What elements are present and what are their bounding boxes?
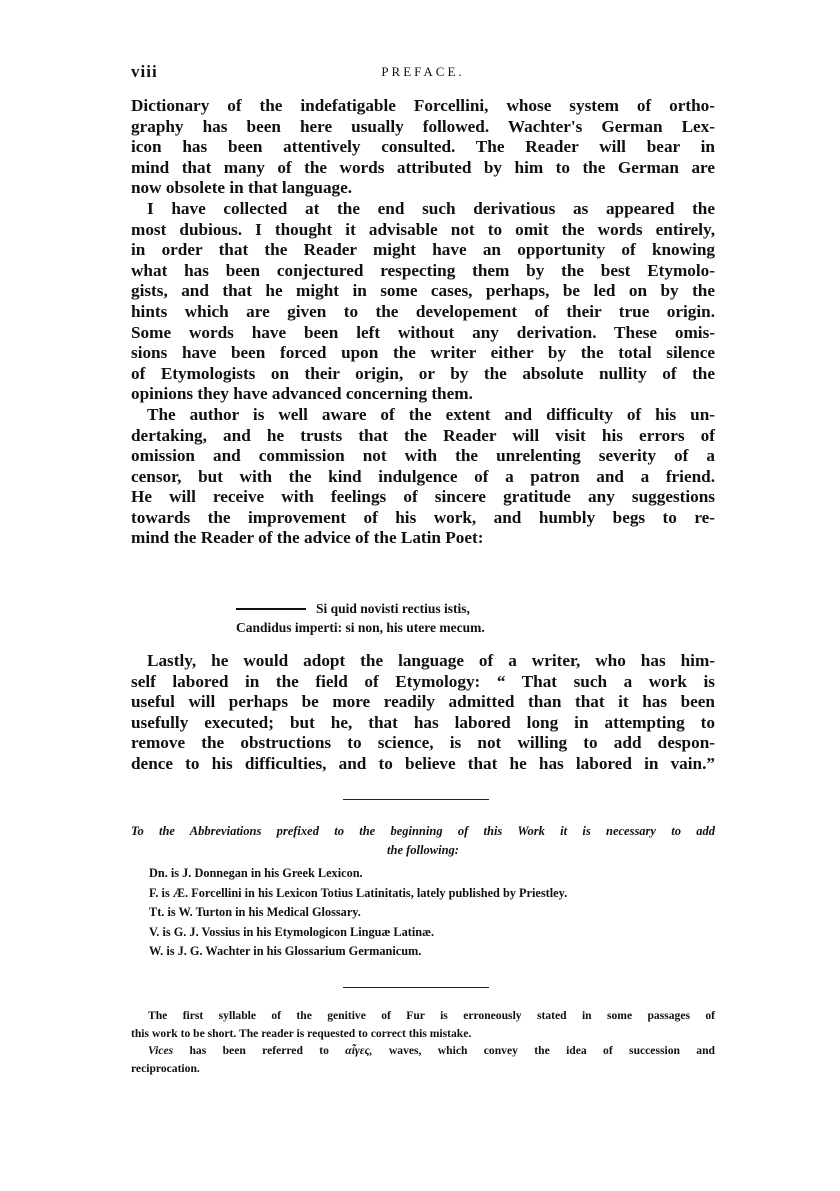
verse-line: Candidus imperti: si non, his utere mecum.: [236, 620, 485, 635]
text-line: most dubious. I thought it advisable not to omit the words entirely,: [131, 219, 715, 239]
note-line: reciprocation.: [131, 1061, 200, 1075]
paragraph-2: [131, 199, 715, 405]
text-line: The author is well aware of the extent and difficulty of his un-: [147, 404, 715, 424]
abbreviation-item: W. is J. G. Wachter in his Glossarium Germanicum.: [149, 944, 422, 959]
verse-line: [236, 599, 656, 618]
note-line: [131, 1042, 715, 1060]
paragraph-3: [131, 405, 715, 549]
text-line: dertaking, and he trusts that the Reader will visit his errors of: [131, 425, 715, 445]
text-line: of Etymologists on their origin, or by the absolute nullity of the: [131, 363, 715, 383]
preface-body: [131, 96, 715, 549]
text-line: omission and commission not with the unrelenting severity of a: [131, 446, 715, 466]
text-line: I have collected at the end such derivatious as appeared the: [147, 198, 715, 218]
text-line: Dictionary of the indefatigable Forcellini, whose system of ortho-: [131, 96, 715, 115]
abbreviation-item: Tt. is W. Turton in his Medical Glossary.: [149, 905, 361, 920]
text-line: sions have been forced upon the writer either by the total silence: [131, 343, 715, 363]
text-line: graphy has been here usually followed. Wachter's German Lex-: [131, 116, 715, 136]
divider-rule: [343, 987, 489, 988]
text-line: usefully executed; but he, that has labored long in attempting to: [131, 712, 715, 732]
page-header: [131, 62, 715, 88]
text-line: in order that the Reader might have an opportunity of knowing: [131, 240, 715, 260]
text-line: opinions they have advanced concerning them.: [131, 384, 473, 404]
abbreviations-intro-line: To the Abbreviations prefixed to the beginning of this Work it is necessary to add: [131, 824, 715, 838]
text-line: self labored in the field of Etymology: “ That such a work is: [131, 671, 715, 691]
abbreviations-intro: [131, 822, 715, 860]
text-line: Lastly, he would adopt the language of a writer, who has him-: [147, 651, 715, 670]
abbreviation-item: V. is G. J. Vossius in his Etymologicon Linguæ Latinæ.: [149, 924, 435, 939]
text-line: mind that many of the words attributed by him to the German are: [131, 157, 715, 177]
note-text: has been referred to: [189, 1044, 329, 1058]
abbreviation-item: F. is Æ. Forcellini in his Lexicon Totius Latinitatis, lately published by Priestley.: [149, 885, 568, 900]
running-head: PREFACE.: [381, 64, 465, 79]
note-line: this work to be short. The reader is requested to correct this mistake.: [131, 1026, 472, 1040]
note-keyword: Vices: [148, 1044, 174, 1058]
abbreviation-item: Dn. is J. Donnegan in his Greek Lexicon.: [149, 866, 363, 880]
note-line: The first syllable of the genitive of Fur is erroneously stated in some passages of: [148, 1009, 715, 1022]
verse-text: Si quid novisti rectius istis,: [316, 601, 470, 616]
text-line: mind the Reader of the advice of the Latin Poet:: [131, 528, 484, 548]
text-line: gists, and that he might in some cases, perhaps, be led on by the: [131, 281, 715, 301]
text-line: what has been conjectured respecting them by the best Etymolo-: [131, 260, 715, 280]
text-line: remove the obstructions to science, is not willing to add despon-: [131, 733, 715, 753]
paragraph-4: [131, 651, 715, 775]
text-line: censor, but with the kind indulgence of a patron and a friend.: [131, 466, 715, 486]
divider-rule: [343, 799, 489, 800]
note-text: waves, which convey the idea of succession and: [388, 1044, 715, 1058]
text-line: He will receive with feelings of sincere gratitude any suggestions: [131, 487, 715, 507]
text-line: towards the improvement of his work, and humbly begs to re-: [131, 507, 715, 527]
paragraph-1: [131, 96, 715, 199]
abbreviations-list: [149, 864, 715, 962]
footnotes: [131, 1007, 715, 1077]
text-line: dence to his difficulties, and to believe that he has labored in vain.”: [131, 753, 715, 773]
text-line: useful will perhaps be more readily admitted than that it has been: [131, 692, 715, 712]
verse-dash: [236, 608, 306, 610]
greek-word: αἶγες,: [345, 1044, 373, 1058]
text-line: Some words have been left without any derivation. These omis-: [131, 322, 715, 342]
page-number: viii: [131, 62, 158, 81]
abbreviations-intro-line: the following:: [387, 843, 459, 857]
text-line: hints which are given to the developement of their true origin.: [131, 301, 715, 321]
text-line: icon has been attentively consulted. The Reader will bear in: [131, 137, 715, 157]
latin-verse: [236, 599, 656, 637]
text-line: now obsolete in that language.: [131, 178, 353, 198]
